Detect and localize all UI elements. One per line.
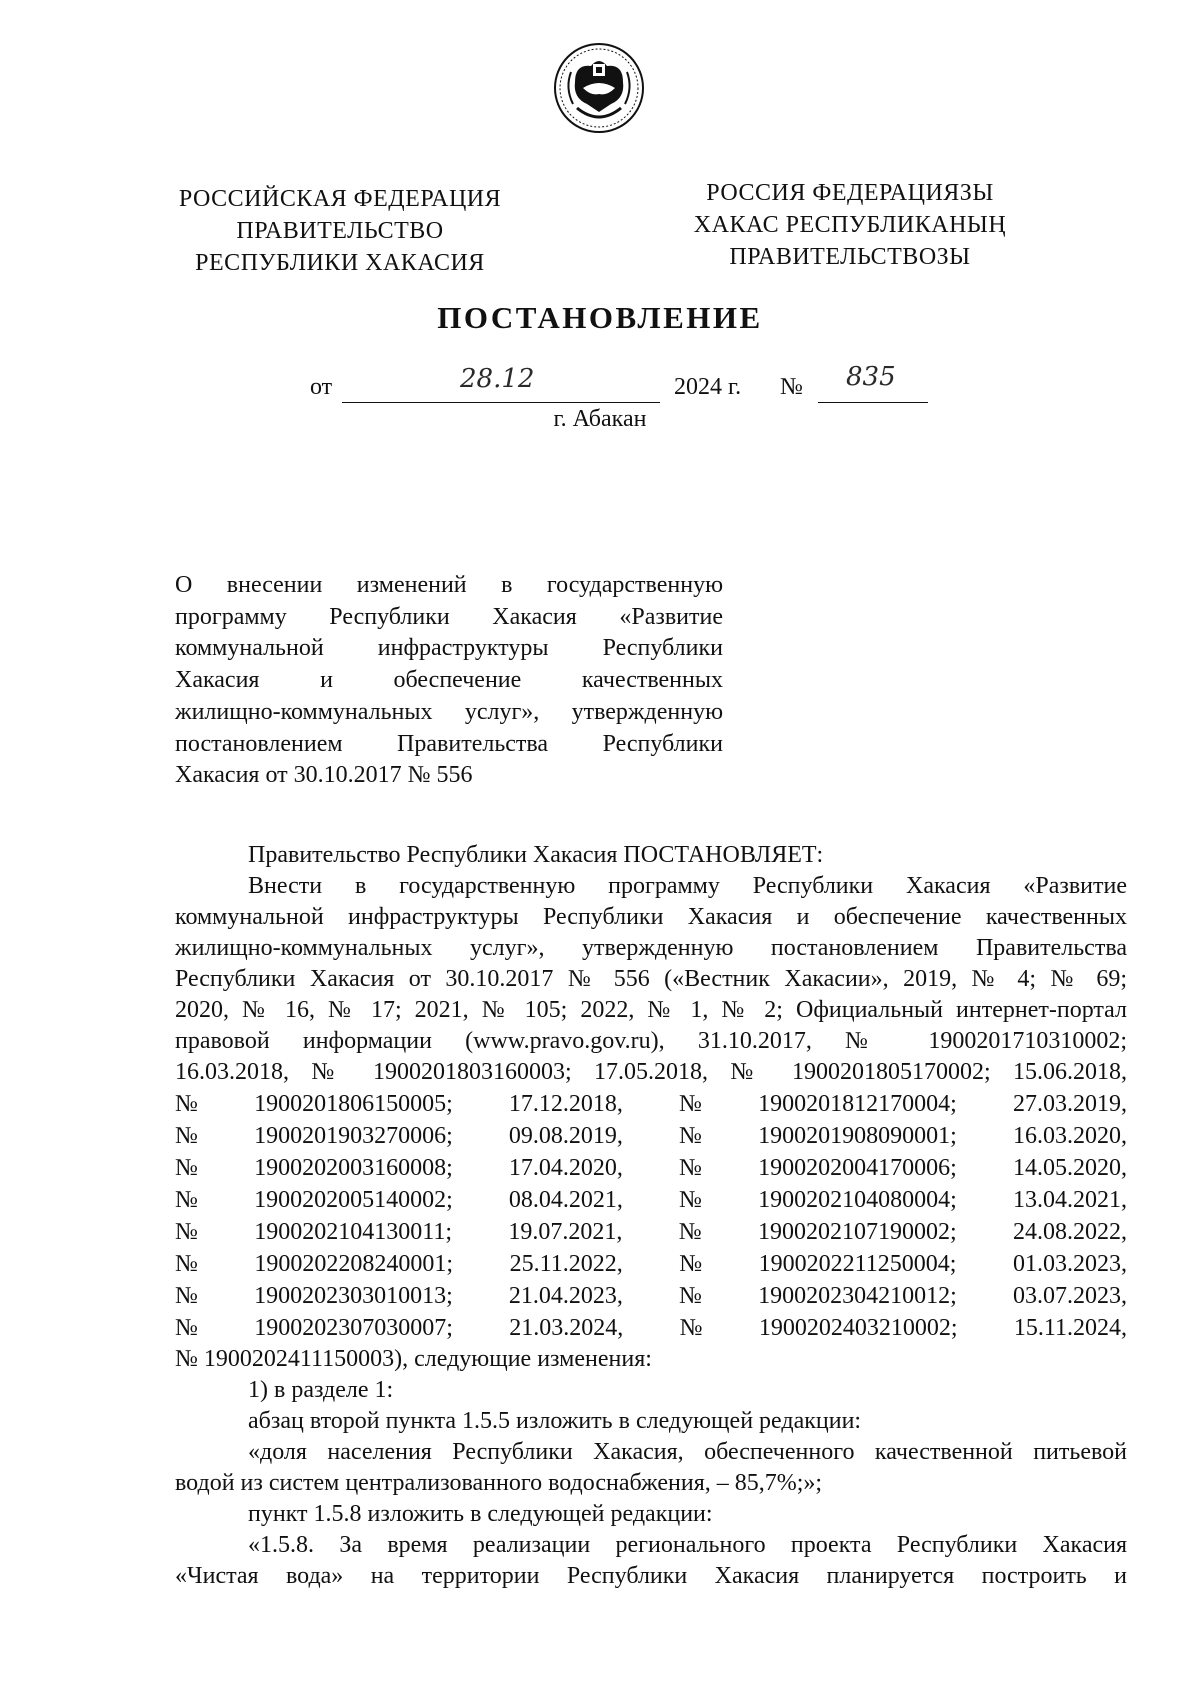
table-cell: 1900202003160008;: [254, 1155, 453, 1181]
table-cell: 21.04.2023,: [508, 1283, 623, 1309]
body-line: № 1900202411150003), следующие изменения:: [175, 1346, 652, 1372]
table-cell: 17.04.2020,: [508, 1155, 623, 1181]
list-item: «1.5.8. За время реализации регионального проекта Республики Хакасия: [248, 1532, 1127, 1558]
header-right: [680, 177, 1020, 273]
subject-line: О внесении изменений в государственную: [175, 572, 723, 598]
body-line: правовой информации (www.pravo.gov.ru), 31.10.2017, № 1900201710310002;: [175, 1028, 1127, 1054]
table-cell: 17.12.2018,: [508, 1091, 623, 1117]
header-left-line: РЕСПУБЛИКИ ХАКАСИЯ: [195, 250, 485, 276]
table-row: [175, 1120, 1127, 1152]
table-cell: №: [679, 1315, 703, 1341]
table-cell: 1900202104130011;: [254, 1219, 453, 1245]
table-cell: 27.03.2019,: [1012, 1091, 1127, 1117]
number-label: №: [780, 374, 803, 400]
table-cell: №: [175, 1251, 198, 1277]
handwritten-number: 835: [846, 362, 896, 392]
table-cell: 1900201806150005;: [254, 1091, 453, 1117]
table-cell: 15.11.2024,: [1013, 1315, 1127, 1341]
subject-line: Хакасия от 30.10.2017 № 556: [175, 762, 473, 789]
list-item: абзац второй пункта 1.5.5 изложить в следующей редакции:: [248, 1408, 862, 1434]
table-cell: №: [175, 1091, 198, 1117]
table-cell: 01.03.2023,: [1012, 1251, 1127, 1277]
subject-line: коммунальной инфраструктуры Республики: [175, 635, 723, 662]
table-cell: №: [679, 1251, 703, 1277]
body-line: коммунальной инфраструктуры Республики Хакасия и обеспечение качественных: [175, 904, 1127, 930]
coat-of-arms-icon: [553, 42, 645, 134]
table-cell: 1900202004170006;: [758, 1155, 957, 1181]
table-cell: №: [679, 1187, 702, 1213]
subject-line: жилищно-коммунальных услуг», утвержденную: [175, 698, 723, 725]
list-item: 1) в разделе 1:: [248, 1377, 394, 1403]
table-cell: 16.03.2020,: [1012, 1123, 1127, 1149]
table-row: [175, 1216, 1127, 1248]
header-right-line: ПРАВИТЕЛЬСТВОЗЫ: [729, 244, 971, 270]
list-item: «доля населения Республики Хакасия, обеспеченного качественной питьевой: [248, 1439, 1127, 1465]
document-body: [175, 840, 1127, 1592]
from-label: от: [310, 374, 333, 400]
table-cell: 1900202303010013;: [254, 1283, 453, 1309]
list-item: «Чистая вода» на территории Республики Хакасия планируется построить и: [175, 1563, 1127, 1589]
table-cell: №: [679, 1123, 702, 1149]
table-cell: №: [175, 1187, 198, 1213]
table-cell: №: [175, 1315, 198, 1341]
table-cell: 19.07.2021,: [508, 1219, 623, 1245]
table-cell: 25.11.2022,: [509, 1251, 623, 1277]
table-cell: 1900202208240001;: [254, 1251, 454, 1277]
header-right-line: ХАКАС РЕСПУБЛИКАНЫҢ: [693, 212, 1007, 238]
city: г. Абакан: [553, 406, 647, 432]
table-cell: 09.08.2019,: [508, 1123, 623, 1149]
table-row: [175, 1088, 1127, 1120]
header-left-line: РОССИЙСКАЯ ФЕДЕРАЦИЯ: [178, 186, 502, 212]
table-cell: 14.05.2020,: [1012, 1155, 1127, 1181]
year-label: 2024 г.: [674, 374, 742, 400]
table-row: [175, 1248, 1127, 1280]
table-cell: №: [175, 1219, 198, 1245]
subject-line: Хакасия и обеспечение качественных: [175, 667, 723, 694]
table-cell: 03.07.2023,: [1012, 1283, 1127, 1309]
preamble: Правительство Республики Хакасия ПОСТАНОВЛЯЕТ:: [248, 842, 824, 868]
table-cell: №: [175, 1155, 198, 1181]
subject-line: постановлением Правительства Республики: [175, 730, 723, 757]
body-line: 2020, № 16, № 17; 2021, № 105; 2022, № 1, № 2; Официальный интернет-портал: [175, 997, 1127, 1023]
body-line: Внести в государственную программу Республики Хакасия «Развитие: [248, 873, 1127, 899]
table-cell: 1900202005140002;: [254, 1187, 453, 1213]
list-item: пункт 1.5.8 изложить в следующей редакции:: [248, 1501, 713, 1527]
table-cell: 1900202403210002;: [758, 1315, 958, 1341]
header-right-line: РОССИЯ ФЕДЕРАЦИЯЗЫ: [706, 180, 994, 206]
document-type-title: ПОСТАНОВЛЕНИЕ: [437, 300, 763, 335]
table-cell: 1900202307030007;: [254, 1315, 453, 1341]
table-cell: 1900201903270006;: [254, 1123, 453, 1149]
body-line: жилищно-коммунальных услуг», утвержденную постановлением Правительства: [175, 935, 1127, 961]
table-cell: №: [678, 1219, 702, 1245]
table-row: [175, 1152, 1127, 1184]
table-cell: 1900202211250004;: [758, 1251, 957, 1277]
table-cell: 24.08.2022,: [1012, 1219, 1127, 1245]
table-cell: №: [679, 1155, 702, 1181]
table-cell: №: [175, 1123, 198, 1149]
table-cell: 1900202104080004;: [758, 1187, 957, 1213]
subject-line: программу Республики Хакасия «Развитие: [175, 603, 723, 630]
table-cell: 1900202304210012;: [758, 1283, 957, 1309]
body-line: Республики Хакасия от 30.10.2017 № 556 («Вестник Хакасии», 2019, № 4; № 69;: [175, 966, 1127, 992]
table-row: [175, 1184, 1127, 1216]
table-cell: 08.04.2021,: [508, 1187, 623, 1213]
table-cell: 21.03.2024,: [509, 1315, 624, 1341]
table-cell: 1900201812170004;: [758, 1091, 957, 1117]
subject-block: [175, 570, 723, 792]
header-left: [160, 183, 520, 279]
header-left-line: ПРАВИТЕЛЬСТВО: [236, 218, 444, 244]
table-cell: 1900201908090001;: [758, 1123, 957, 1149]
list-item: водой из систем централизованного водоснабжения, – 85,7%;»;: [175, 1470, 823, 1496]
table-cell: №: [175, 1283, 198, 1309]
table-cell: 1900202107190002;: [757, 1219, 957, 1245]
table-row: [175, 1280, 1127, 1312]
handwritten-date: 28.12: [460, 364, 535, 394]
date-number-line: [310, 362, 930, 406]
table-cell: №: [679, 1283, 702, 1309]
table-cell: №: [679, 1091, 702, 1117]
table-row: [175, 1312, 1127, 1344]
registration-numbers-table: [175, 1088, 1127, 1344]
body-line: 16.03.2018, № 1900201803160003; 17.05.2018, № 1900201805170002; 15.06.2018,: [175, 1059, 1127, 1085]
table-cell: 13.04.2021,: [1012, 1187, 1127, 1213]
